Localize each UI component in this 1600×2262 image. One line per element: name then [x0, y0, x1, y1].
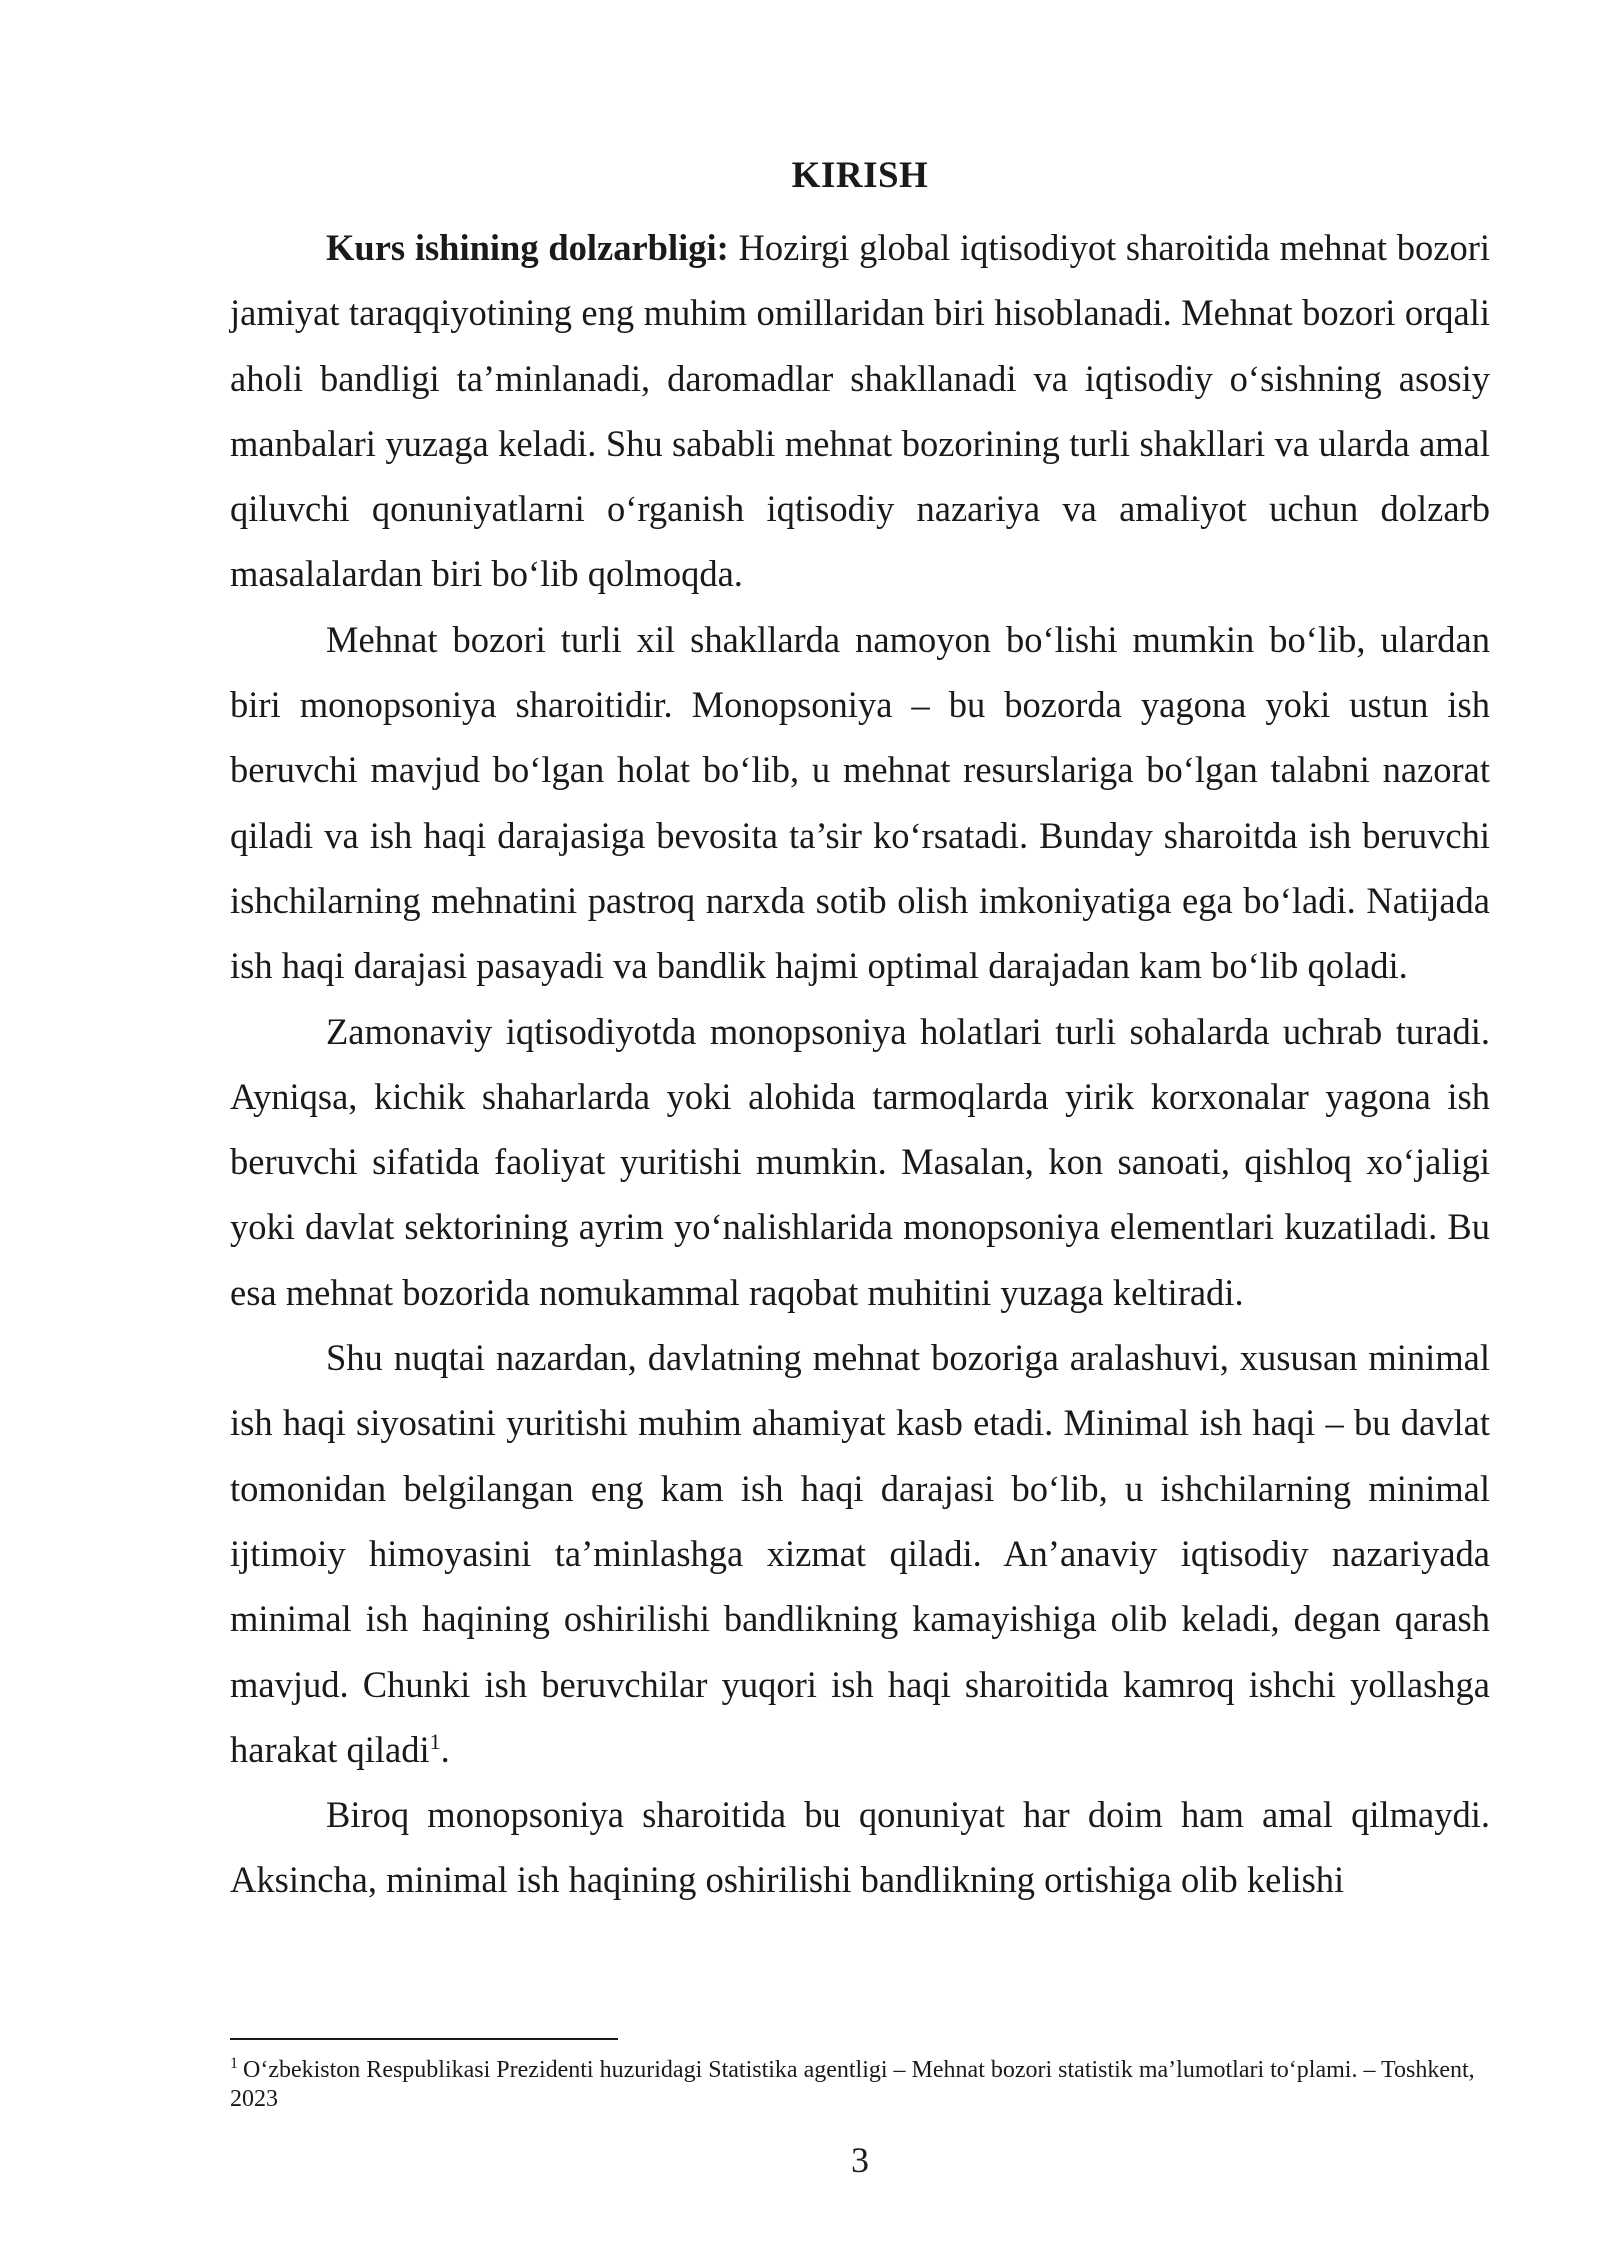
- paragraph-monopsony: Mehnat bozori turli xil shakllarda namoyon bo‘lishi mumkin bo‘lib, ulardan biri monopsoniya sharoitidir. Monopsoniya – bu bozorda yagona yoki ustun ish beruvchi mavjud bo‘lgan holat bo‘lib, u mehnat resurslariga bo‘lgan talabni nazorat qiladi va ish haqi darajasiga bevosita ta’sir ko‘rsatadi. Bunday sharoitda ish beruvchi ishchilarning mehnatini pastroq narxda sotib olish imkoniyatiga ega bo‘ladi. Natijada ish haqi darajasi pasayadi va bandlik hajmi optimal darajadan kam bo‘lib qoladi.: [230, 618, 1490, 987]
- paragraph-relevance: [230, 215, 1490, 607]
- section-heading: KIRISH: [791, 155, 929, 196]
- paragraph-tail: .: [440, 1728, 450, 1770]
- footnote: [230, 2056, 1490, 2114]
- footnote-reference[interactable]: 1: [429, 1728, 441, 1754]
- page-body: [230, 150, 1490, 1913]
- paragraph-however: Biroq monopsoniya sharoitida bu qonuniyat har doim ham amal qilmaydi. Aksincha, minimal ish haqining oshirilishi bandlikning ortishiga olib kelishi: [230, 1794, 1490, 1901]
- paragraph-text: Shu nuqtai nazardan, davlatning mehnat bozoriga aralashuvi, xususan minimal ish haqi siyosatini yuritishi muhim ahamiyat kasb etadi. Minimal ish haqi – bu davlat tomonidan belgilangan eng kam ish haqi darajasi bo‘lib, u ishchilarning minimal ijtimoiy himoyasini ta’minlashga xizmat qiladi. An’anaviy iqtisodiy nazariyada minimal ish haqining oshirilishi bandlikning kamayishiga olib keladi, degan qarash mavjud. Chunki ish beruvchilar yuqori ish haqi sharoitida kamroq ishchi yollashga harakat qiladi: [230, 1337, 1490, 1770]
- paragraph-lead: Kurs ishining dolzarbligi:: [326, 227, 729, 268]
- footnote-text: O‘zbekiston Respublikasi Prezidenti huzuridagi Statistika agentligi – Mehnat bozori statistik ma’lumotlari to‘plami. – Toshkent, 2023: [230, 2057, 1475, 2112]
- paragraph-modern-economy: Zamonaviy iqtisodiyotda monopsoniya holatlari turli sohalarda uchrab turadi. Ayniqsa, kichik shaharlarda yoki alohida tarmoqlarda yirik korxonalar yagona ish beruvchi sifatida faoliyat yuritishi mumkin. Masalan, kon sanoati, qishloq xo‘jaligi yoki davlat sektorining ayrim yo‘nalishlarida monopsoniya elementlari kuzatiladi. Bu esa mehnat bozorida nomukammal raqobat muhitini yuzaga keltiradi.: [230, 1010, 1490, 1313]
- footnote-separator: [230, 2038, 618, 2040]
- page-number: 3: [851, 2140, 869, 2180]
- footnote-marker: 1: [230, 2055, 238, 2072]
- paragraph-text: Hozirgi global iqtisodiyot sharoitida mehnat bozori jamiyat taraqqiyotining eng muhim omillaridan biri hisoblanadi. Mehnat bozori orqali aholi bandligi ta’minlanadi, daromadlar shakllanadi va iqtisodiy o‘sishning asosiy manbalari yuzaga keladi. Shu sababli mehnat bozorining turli shakllari va ularda amal qiluvchi qonuniyatlarni o‘rganish iqtisodiy nazariya va amaliyot uchun dolzarb masalalardan biri bo‘lib qolmoqda.: [230, 227, 1490, 595]
- paragraph-minimum-wage: [230, 1325, 1490, 1782]
